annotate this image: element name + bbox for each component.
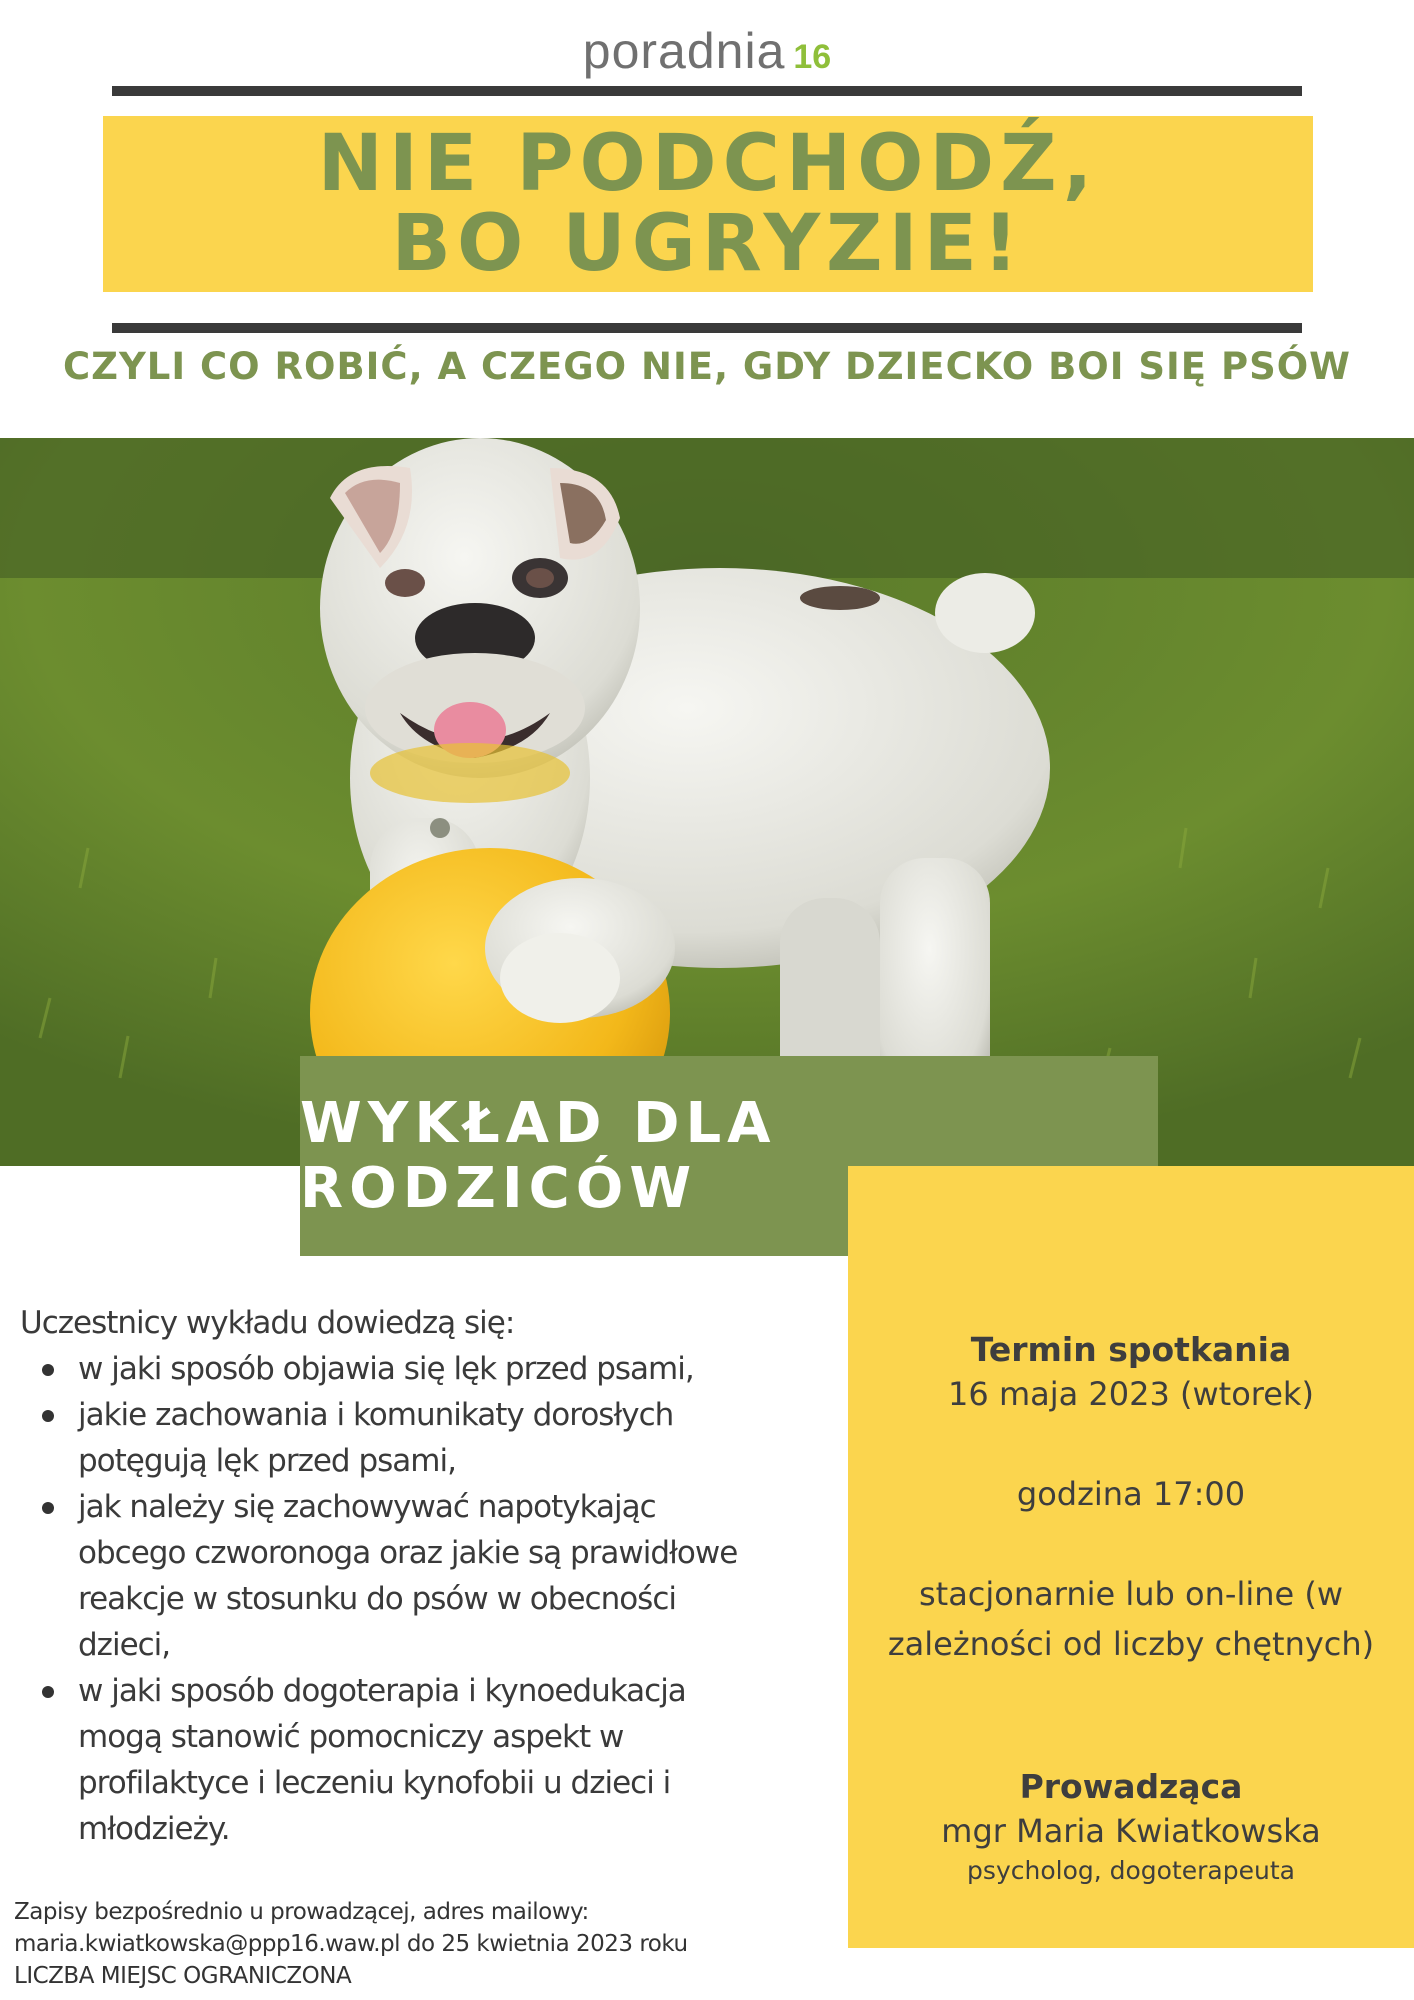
signup-line-2: maria.kwiatkowska@ppp16.waw.pl do 25 kwietnia 2023 roku: [14, 1931, 688, 1957]
term-label: Termin spotkania: [970, 1330, 1292, 1369]
bottom-divider: [112, 323, 1302, 333]
logo-word: poradnia: [582, 23, 786, 79]
learning-list: [20, 1346, 740, 1852]
learning-intro: Uczestnicy wykładu dowiedzą się:: [20, 1305, 515, 1341]
signup-info: [14, 1896, 834, 1992]
host-name: mgr Maria Kwiatkowska: [941, 1812, 1321, 1850]
top-divider: [112, 86, 1302, 96]
logo-number: 16: [793, 38, 832, 76]
event-time: godzina 17:00: [1016, 1475, 1246, 1513]
host-role: psycholog, dogoterapeuta: [967, 1856, 1295, 1885]
event-info: [848, 1330, 1414, 1885]
list-item: jak należy się zachowywać napotykając obcego czworonoga oraz jakie są prawidłowe reakcje w stosunku do psów w obecności dzieci,: [20, 1484, 740, 1668]
list-item: w jaki sposób dogoterapia i kynoedukacja mogą stanowić pomocniczy aspekt w profilaktyce i leczeniu kynofobii u dzieci i młodzieży.: [20, 1668, 740, 1852]
signup-line-1: Zapisy bezpośrednio u prowadzącej, adres mailowy:: [14, 1899, 589, 1925]
title-banner: [103, 116, 1313, 292]
event-date: 16 maja 2023 (wtorek): [948, 1375, 1314, 1413]
event-mode: stacjonarnie lub on-line (w zależności od liczby chętnych): [887, 1575, 1375, 1663]
lecture-label: WYKŁAD DLA RODZICÓW: [300, 1091, 777, 1221]
page-title: NIE PODCHODŹ, BO UGRYZIE!: [317, 119, 1099, 289]
host-label: Prowadząca: [1019, 1767, 1243, 1806]
subtitle: CZYLI CO ROBIĆ, A CZEGO NIE, GDY DZIECKO BOI SIĘ PSÓW: [63, 345, 1351, 388]
learning-points: [20, 1300, 740, 1852]
list-item: w jaki sposób objawia się lęk przed psami,: [20, 1346, 740, 1392]
logo: [0, 22, 1414, 80]
list-item: jakie zachowania i komunikaty dorosłych potęgują lęk przed psami,: [20, 1392, 740, 1484]
signup-line-3: LICZBA MIEJSC OGRANICZONA: [14, 1963, 352, 1989]
